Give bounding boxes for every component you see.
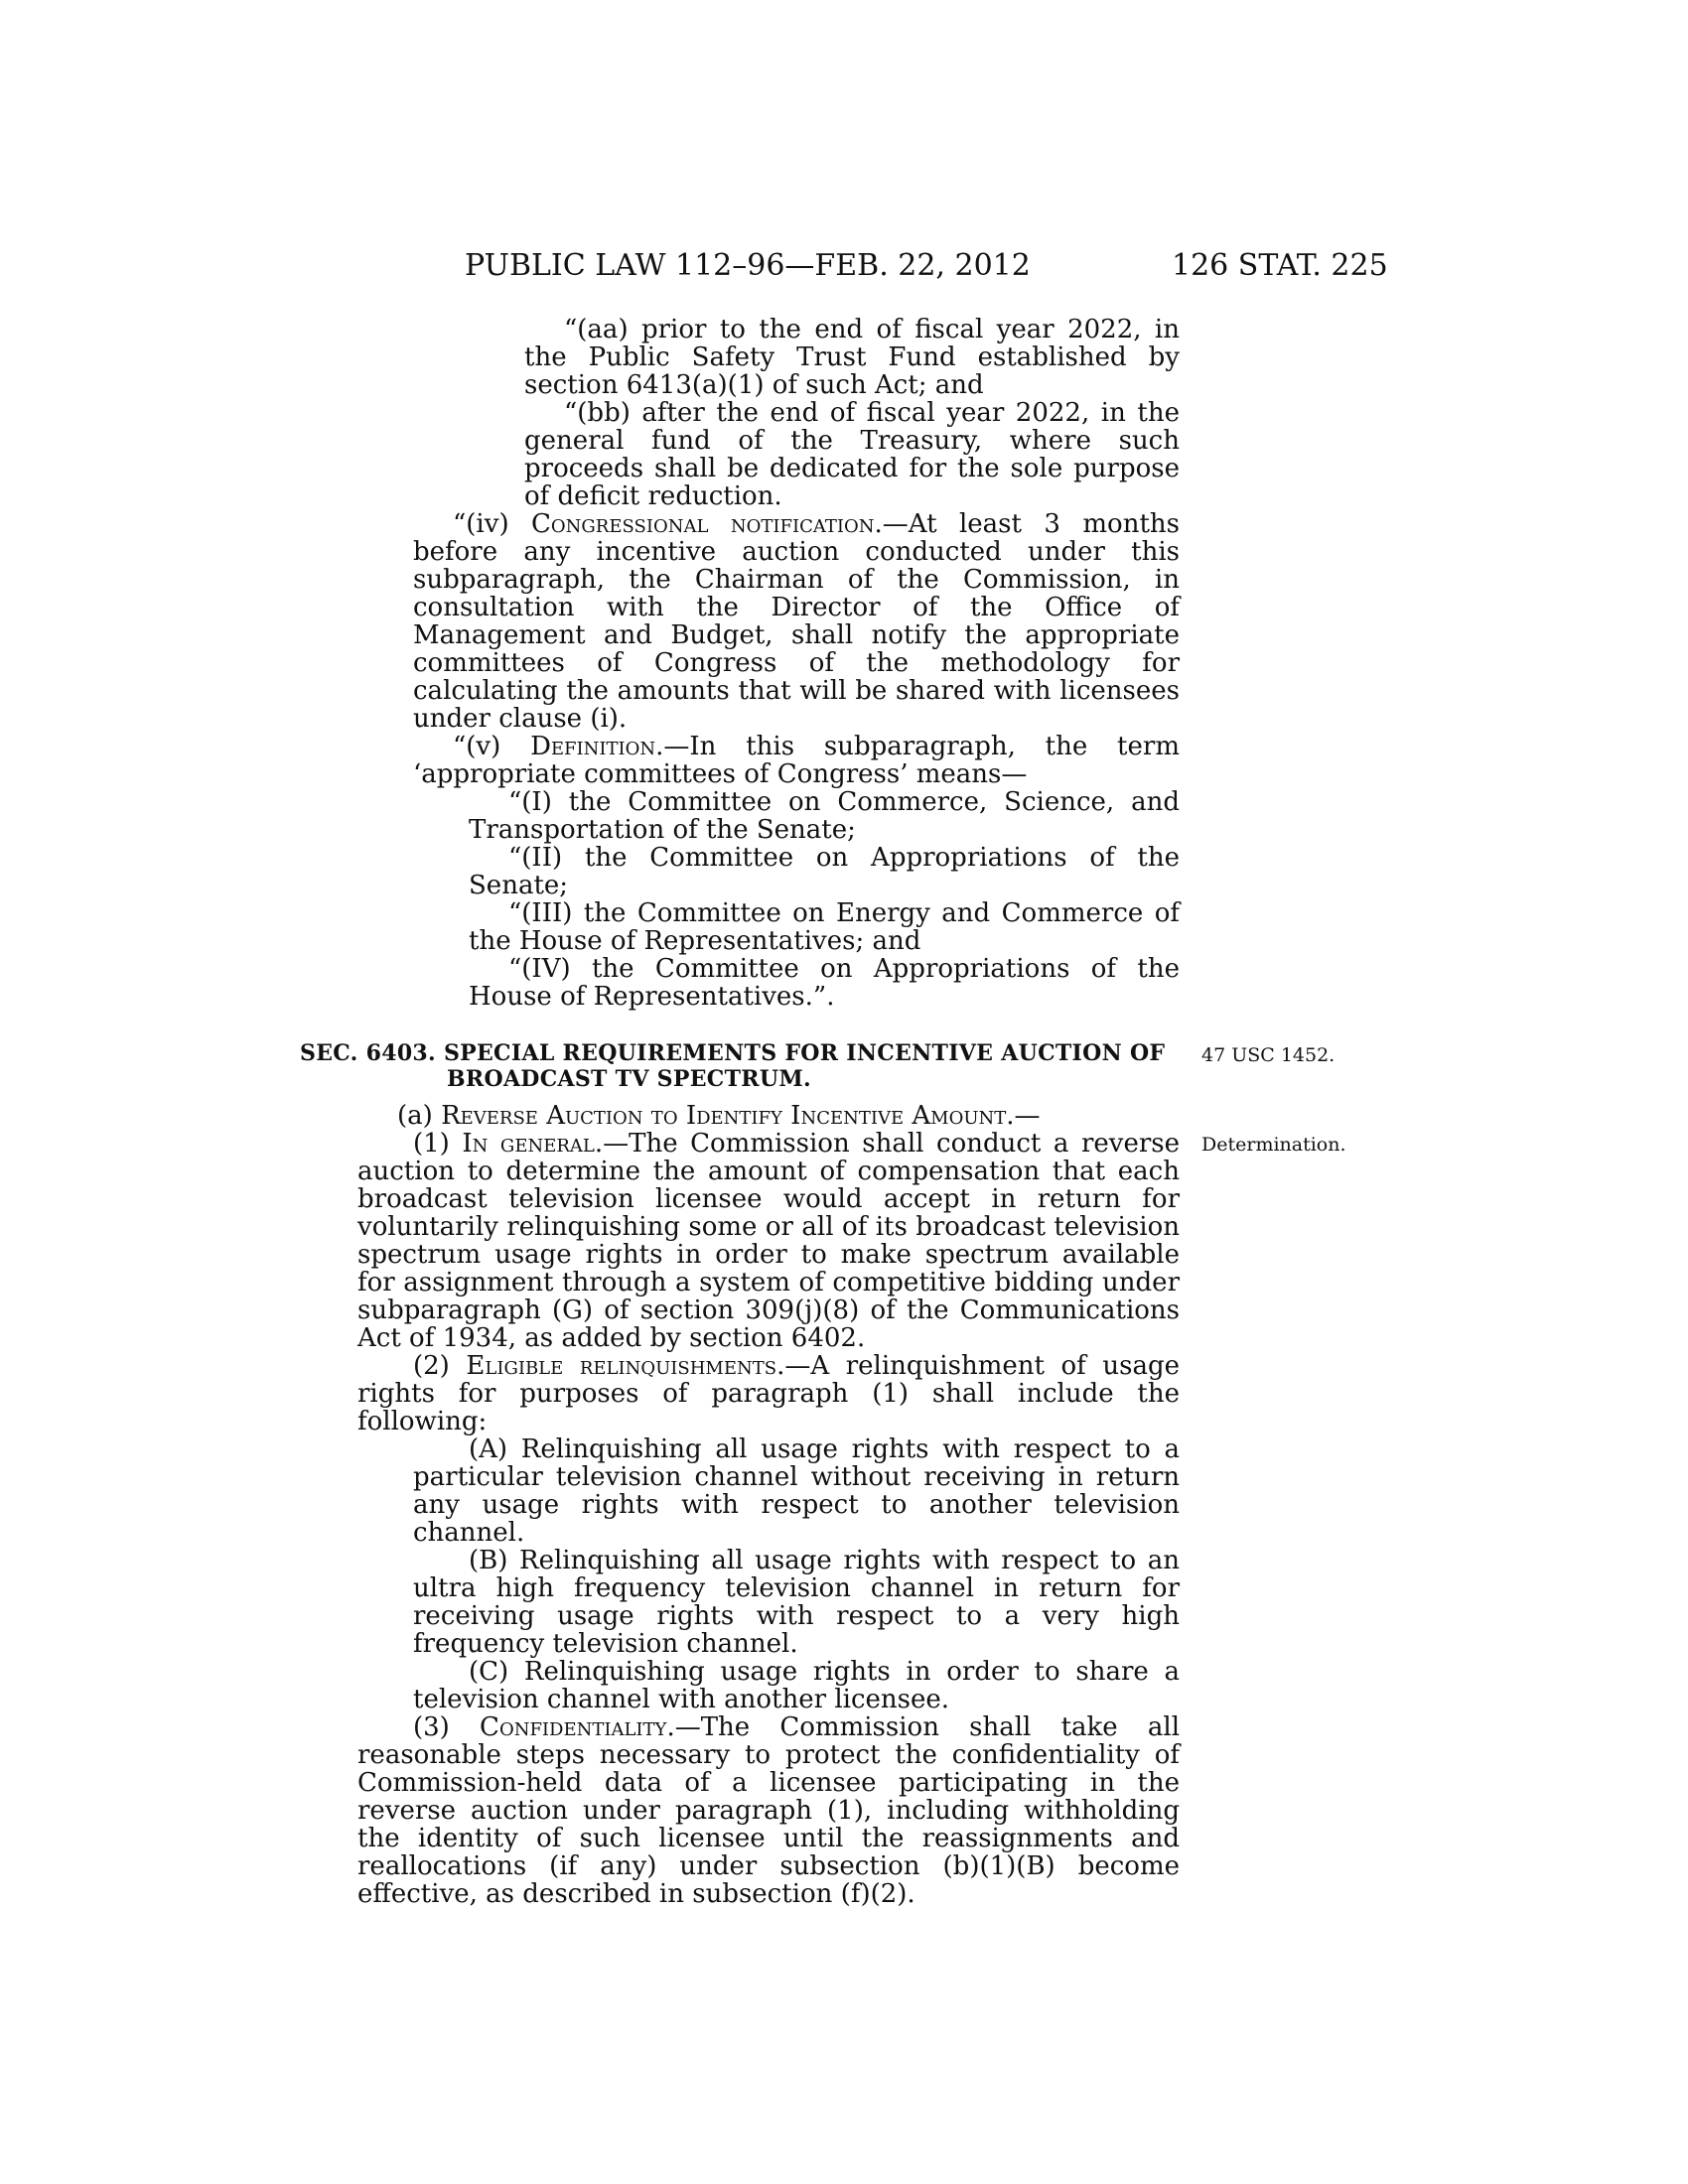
subparagraph-B: (B) Relinquishing all usage rights with respect to an ultra high frequency television channel in return for receiving usage rights with respect to a very high frequency television channel. (413, 1546, 1180, 1659)
subclause-III: “(III) the Committee on Energy and Commerce of the House of Representatives; and (469, 898, 1180, 956)
clause-iv: “(iv) Congressional notification.—At least 3 months before any incentive auction conducted under this subparagraph, the Chairman of the Commission, in consultation with the Director of the Office of Management and Budget, shall notify the appropriate committees of Congress of the methodology for calculating the amounts that will be shared with licensees under clause (i). (413, 509, 1180, 734)
paragraph-3: (3) Confidentiality.—The Commission shall take all reasonable steps necessary to protect the confidentiality of Commission-held data of a licensee participating in the reverse auction under paragraph (1), including withholding the identity of such licensee until the reassignments and reallocations (if any) under subsection (b)(1)(B) become effective, as described in subsection (f)(2). (357, 1712, 1181, 1909)
paragraph-1-heading: In general (462, 1129, 595, 1159)
section-heading-line1: SEC. 6403. SPECIAL REQUIREMENTS FOR INCENTIVE AUCTION OF (300, 1040, 1166, 1066)
running-header-title: PUBLIC LAW 112–96—FEB. 22, 2012 (465, 248, 1031, 283)
paragraph-3-heading: Confidentiality (480, 1712, 667, 1742)
running-header-page-number: 126 STAT. 225 (1172, 248, 1388, 283)
clause-v-heading: Definition (530, 732, 656, 761)
section-heading (300, 1040, 1180, 1092)
subsection-a-heading: (a) Reverse Auction to Identify Incentive Amount.— (397, 1101, 1041, 1131)
usc-citation-note: 47 USC 1452. (1201, 1044, 1336, 1066)
subparagraph-A: (A) Relinquishing all usage rights with respect to a particular television channel without receiving in return any usage rights with respect to another television channel. (413, 1434, 1180, 1548)
section-heading-line2: BROADCAST TV SPECTRUM. (447, 1066, 811, 1092)
subclause-II: “(II) the Committee on Appropriations of the Senate; (469, 843, 1180, 900)
subclause-I: “(I) the Committee on Commerce, Science, and Transportation of the Senate; (469, 787, 1180, 845)
subparagraph-C: (C) Relinquishing usage rights in order to share a television channel with another licensee. (413, 1657, 1180, 1714)
clause-v: “(v) Definition.—In this subparagraph, the term ‘appropriate committees of Congress’ means— (413, 732, 1180, 789)
subsection-a-title: Reverse Auction to Identify Incentive Amount (441, 1101, 1007, 1131)
clause-iv-heading: Congressional notification (531, 509, 875, 539)
item-bb: “(bb) after the end of fiscal year 2022, in the general fund of the Treasury, where such proceeds shall be dedicated for the sole purpose of deficit reduction. (524, 398, 1180, 511)
paragraph-1: (1) In general.—The Commission shall conduct a reverse auction to determine the amount of compensation that each broadcast television licensee would accept in return for voluntarily relinquishing some or all of its broadcast television spectrum usage rights in order to make spectrum available for assignment through a system of competitive bidding under subparagraph (G) of section 309(j)(8) of the Communications Act of 1934, as added by section 6402. (357, 1129, 1181, 1353)
item-aa: “(aa) prior to the end of fiscal year 2022, in the Public Safety Trust Fund established by section 6413(a)(1) of such Act; and (524, 315, 1180, 400)
statute-continuation (357, 316, 1180, 1011)
subclause-IV: “(IV) the Committee on Appropriations of the House of Representatives.”. (469, 954, 1180, 1012)
determination-note: Determination. (1201, 1134, 1346, 1156)
section-body (357, 1102, 1180, 1908)
paragraph-2-heading: Eligible relinquishments (466, 1351, 777, 1381)
paragraph-2: (2) Eligible relinquishments.—A relinquishment of usage rights for purposes of paragraph (1) shall include the following: (357, 1351, 1180, 1436)
